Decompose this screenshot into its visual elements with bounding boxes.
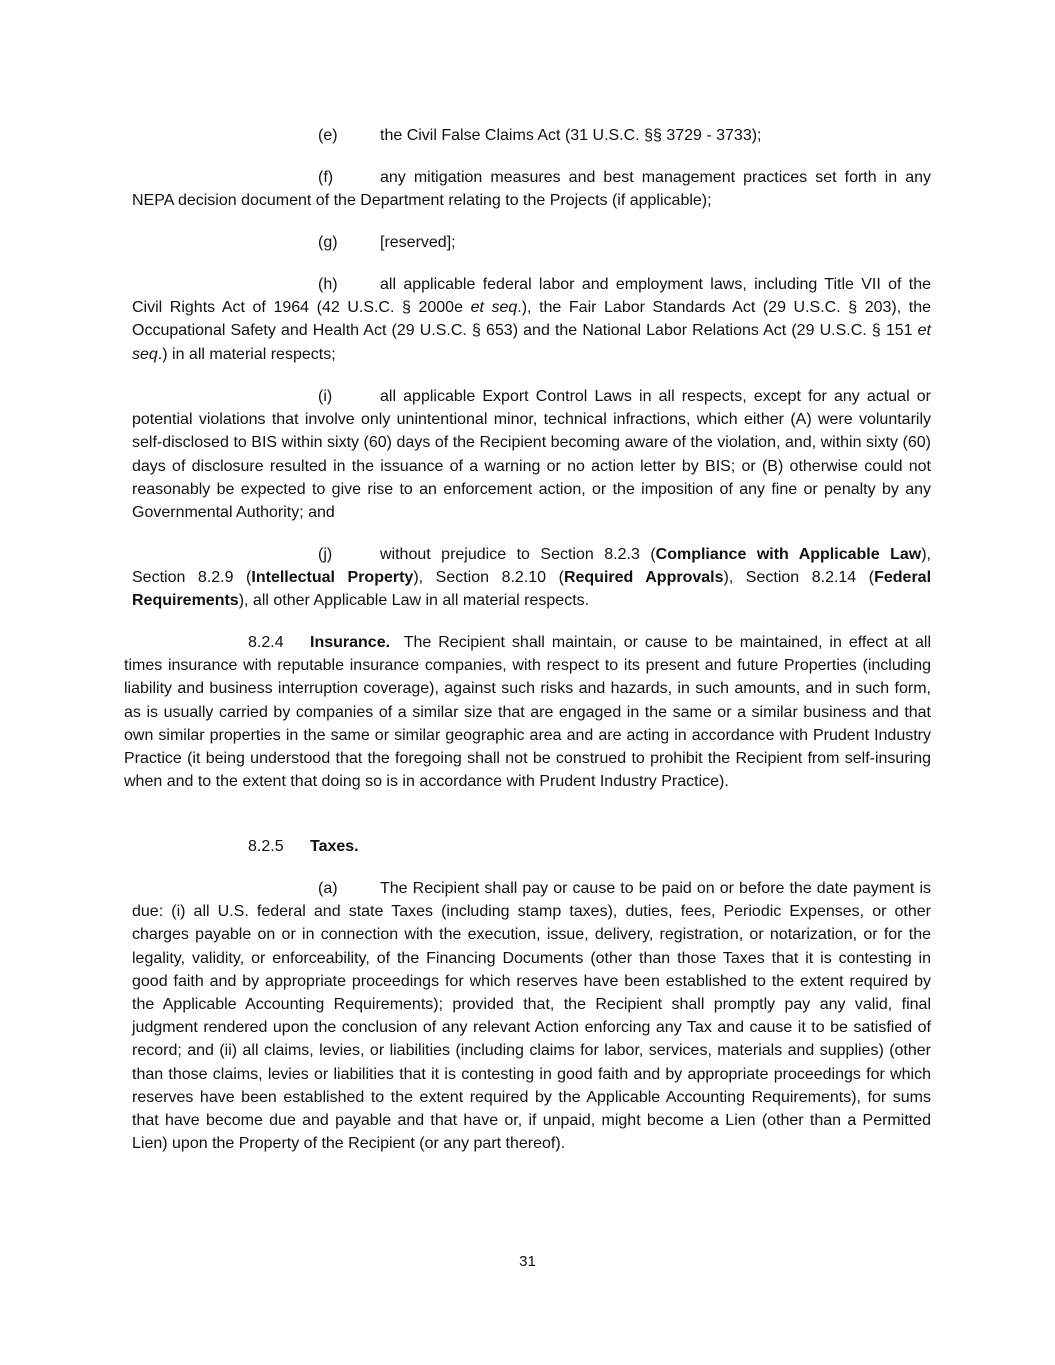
clause-f — [132, 166, 931, 212]
section-reference: Intellectual Property — [251, 569, 414, 587]
clause-text-part: ), Section 8.2.9 ( — [132, 546, 931, 587]
clause-text-part: .) in all material respects; — [157, 345, 336, 363]
clause-g — [132, 231, 931, 254]
clause-text-part: ), all other Applicable Law in all material respects. — [238, 592, 590, 610]
clause-label: (e) — [318, 127, 338, 144]
clause-text-part: all applicable federal labor and employment laws, including Title VII of the Civil Rights Act of 1964 (42 U.S.C. § 2000e — [132, 276, 931, 317]
clause-text-part: ), Section 8.2.10 ( — [413, 569, 564, 587]
clause-label: (g) — [318, 234, 338, 251]
section-text: The Recipient shall maintain, or cause to be maintained, in effect at all times insurance with reputable insurance companies, with respect to its present and future Properties (including liability and business interruption coverage), against such risks and hazards, in such amounts, and in such form, as is usually carried by companies of a similar size that are engaged in the same or a similar business and that own similar properties in the same or similar geographic area and are acting in accordance with Prudent Industry Practice (it being understood that the foregoing shall not be construed to prohibit the Recipient from self-insuring when and to the extent that doing so is in accordance with Prudent Industry Practice). — [124, 634, 931, 791]
clause-label: (a) — [318, 880, 338, 897]
clause-text: all applicable Export Control Laws in all respects, except for any actual or potential violations that involve only unintentional minor, technical infractions, which either (A) were voluntarily self-disclosed to BIS within sixty (60) days of the Recipient becoming aware of the violation, and, within sixty (60) days of disclosure resulted in the issuance of a warning or no action letter by BIS; or (B) otherwise could not reasonably be expected to give rise to an enforcement action, or the imposition of any fine or penalty by any Governmental Authority; and — [132, 388, 931, 522]
clause-text-part: ), Section 8.2.14 ( — [723, 569, 875, 587]
section-reference: Compliance with Applicable Law — [655, 546, 922, 563]
clause-text: [reserved]; — [380, 234, 456, 251]
page-number: 31 — [519, 1253, 536, 1270]
clause-italic-text: et seq — [132, 322, 931, 363]
clause-text: the Civil False Claims Act (31 U.S.C. §§ 3729 - 3733); — [380, 127, 762, 144]
clause-label: (f) — [318, 169, 334, 186]
section-number: 8.2.4 — [248, 634, 284, 651]
clause-h — [132, 273, 931, 366]
clause-text-part: .), the Fair Labor Standards Act (29 U.S.C. § 203), the Occupational Safety and Health Act (29 U.S.C. § 653) and the National Labor Relations Act (29 U.S.C. § 151 — [132, 299, 931, 340]
clause-label: (i) — [318, 388, 333, 405]
section-number: 8.2.5 — [248, 838, 284, 855]
section-8-2-5-heading — [124, 835, 931, 858]
clause-text-part: without prejudice to Section 8.2.3 ( — [380, 546, 656, 563]
clause-text: any mitigation measures and best management practices set forth in any NEPA decision document of the Department relating to the Projects (if applicable); — [132, 169, 931, 210]
clause-text: The Recipient shall pay or cause to be paid on or before the date payment is due: (i) all U.S. federal and state Taxes (including stamp taxes), duties, fees, Periodic Expenses, or other charges payable on or in connection with the execution, issue, delivery, registration, or notarization, or for the legality, validity, or enforceability, of the Financing Documents (other than those Taxes that it is contesting in good faith and by appropriate proceedings for which reserves have been established to the extent required by the Applicable Accounting Requirements); provided that, the Recipient shall promptly pay any valid, final judgment rendered upon the conclusion of any relevant Action enforcing any Tax and cause it to be satisfied of record; and (ii) all claims, levies, or liabilities (including claims for labor, services, materials and supplies) (other than those claims, levies or liabilities that it is contesting in good faith and by appropriate proceedings for which reserves have been established to the extent required by the Applicable Accounting Requirements), for sums that have become due and payable and that have or, if unpaid, might become a Lien (other than a Permitted Lien) upon the Property of the Recipient (or any part thereof). — [132, 880, 931, 1153]
clause-label: (h) — [318, 276, 338, 293]
clause-a — [132, 877, 931, 1155]
clause-label: (j) — [318, 546, 333, 563]
section-8-2-4 — [124, 631, 931, 793]
clause-italic-text: et seq — [470, 299, 518, 317]
section-heading: Insurance. — [310, 634, 391, 651]
section-heading: Taxes. — [310, 838, 359, 855]
clause-i — [132, 385, 931, 524]
clause-j — [132, 543, 931, 613]
section-reference: Required Approvals — [563, 569, 724, 587]
clause-e — [132, 124, 931, 147]
section-reference: Federal Requirements — [132, 569, 932, 610]
